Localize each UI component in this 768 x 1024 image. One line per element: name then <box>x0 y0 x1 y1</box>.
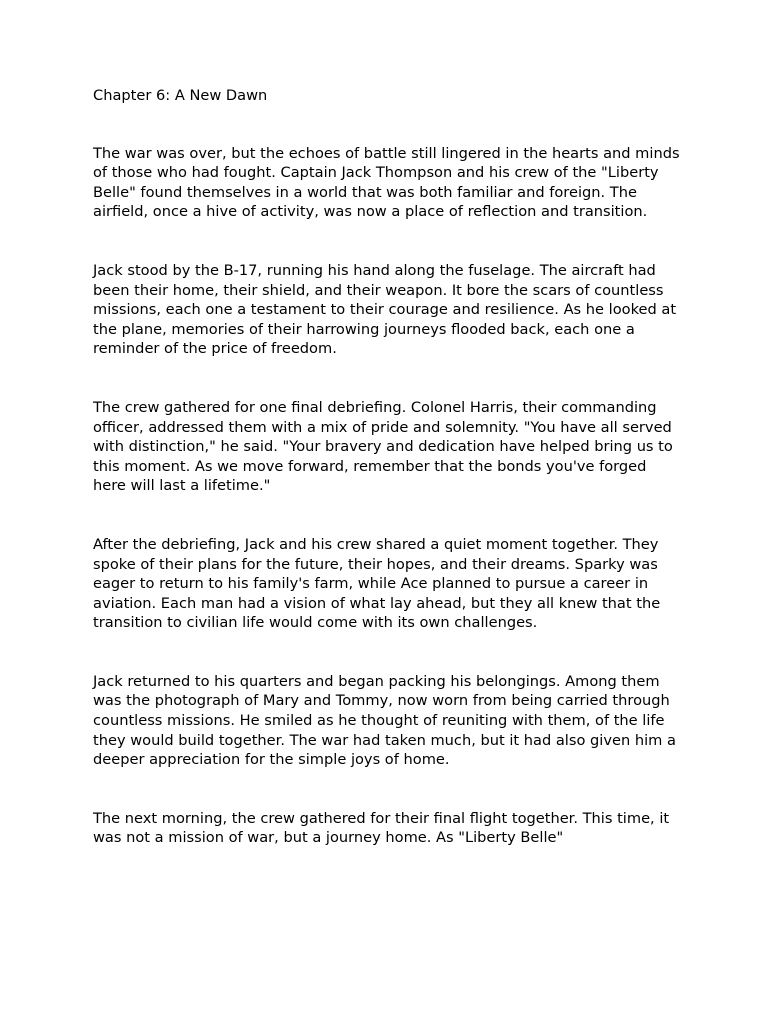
paragraph: Jack returned to his quarters and began packing his belongings. Among them was the photograph of Mary and Tommy, now worn from being carried through countless missions. He smiled as he thought of reuniting with them, of the life they would build together. The war had taken much, but it had also given him a deeper appreciation for the simple joys of home. <box>93 672 676 769</box>
paragraph: Jack stood by the B-17, running his hand along the fuselage. The aircraft had been their home, their shield, and their weapon. It bore the scars of countless missions, each one a testament to their courage and resilience. As he looked at the plane, memories of their harrowing journeys flooded back, each one a reminder of the price of freedom. <box>93 261 677 358</box>
paragraph: The next morning, the crew gathered for their final flight together. This time, it was not a mission of war, but a journey home. As "Liberty Belle" <box>93 809 670 847</box>
document-page <box>93 86 683 887</box>
paragraph: After the debriefing, Jack and his crew shared a quiet moment together. They spoke of their plans for the future, their hopes, and their dreams. Sparky was eager to return to his family's farm, while Ace planned to pursue a career in aviation. Each man had a vision of what lay ahead, but they all knew that the transition to civilian life would come with its own challenges. <box>93 535 661 632</box>
chapter-title: Chapter 6: A New Dawn <box>93 87 268 104</box>
paragraph: The war was over, but the echoes of battle still lingered in the hearts and minds of those who had fought. Captain Jack Thompson and his crew of the "Liberty Belle" found themselves in a world that was both familiar and foreign. The airfield, once a hive of activity, was now a place of reflection and transition. <box>93 144 680 221</box>
paragraph: The crew gathered for one final debriefing. Colonel Harris, their commanding officer, addressed them with a mix of pride and solemnity. "You have all served with distinction," he said. "Your bravery and dedication have helped bring us to this moment. As we move forward, remember that the bonds you've forged here will last a lifetime." <box>93 398 673 495</box>
